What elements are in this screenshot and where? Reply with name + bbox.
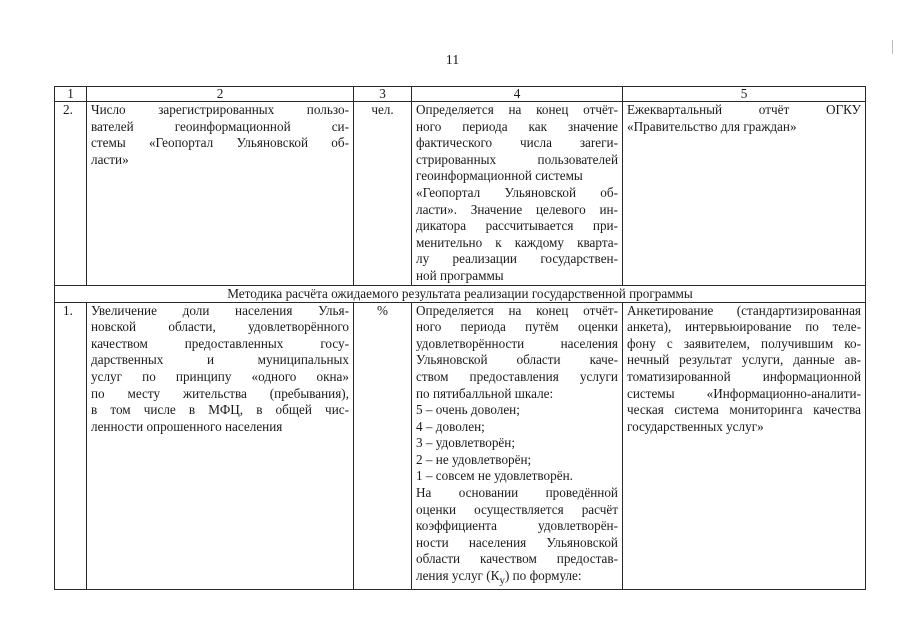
section-header-row [55, 285, 866, 302]
text-line: удовлетворённости населения [416, 335, 618, 351]
indicator-name-cell [87, 302, 354, 590]
text-line: услуг по принципу «одного окна» [91, 368, 349, 384]
text-line: стрированных пользователей [416, 151, 618, 167]
column-number: 1 [55, 87, 87, 102]
text-line: нечный результат услуги, данные ав- [627, 352, 861, 368]
text-fragment: ления услуг (К [416, 568, 500, 584]
unit-cell: % [354, 302, 412, 590]
text-line: оценки осуществляется расчёт [416, 501, 618, 517]
text-line: качеством предоставленных госу- [91, 335, 349, 351]
text-line: ного периода путём оценки [416, 319, 618, 335]
table-row [55, 302, 866, 590]
text-line: Анкетирование (стандартизированная [627, 302, 861, 318]
row-number: 1. [55, 302, 87, 590]
text-line: Ежеквартальный отчёт ОГКУ [627, 102, 861, 117]
column-number-row [55, 87, 866, 102]
text-line: по месту жительства (пребывания), [91, 385, 349, 401]
section-title: Методика расчёта ожидаемого результата реализации государственной программы [55, 285, 866, 302]
table-row [55, 102, 866, 286]
scan-edge-mark [892, 40, 899, 54]
text-line: Увеличение доли населения Улья- [91, 302, 349, 318]
text-line: стемы «Геопортал Ульяновской об- [91, 135, 349, 151]
text-line: ности населения Ульяновской [416, 534, 618, 550]
text-line: в том числе в МФЦ, в общей чис- [91, 402, 349, 418]
text-line: новской области, удовлетворённого [91, 319, 349, 335]
text-line: ного периода как значение [416, 118, 618, 134]
text-line: по пятибалльной шкале: [416, 385, 554, 401]
text-line: фактического числа заrеги- [416, 135, 618, 151]
column-number: 5 [623, 87, 866, 102]
text-line: вателей геоинформационной си- [91, 118, 349, 134]
text-line: ческая система мониторинга качества [627, 402, 861, 418]
text-line: государственных услуг» [627, 418, 764, 434]
text-line: Определяется на конец отчёт- [416, 302, 618, 318]
text-line: области качеством предостав- [416, 551, 618, 567]
indicator-table [54, 86, 866, 590]
text-line: лу реализации государствен- [416, 251, 618, 267]
text-line: На основании проведённой [416, 485, 618, 501]
text-line: ласти». Значение целевого ин- [416, 201, 618, 217]
text-line: 1 – совсем не удовлетворён. [416, 468, 573, 484]
source-cell [623, 102, 866, 286]
method-cell [412, 302, 623, 590]
text-line: 2 – не удовлетворён; [416, 451, 532, 467]
text-line: ласти» [91, 151, 129, 167]
unit-cell: чел. [354, 102, 412, 286]
text-line: анкета), интервьюирование по теле- [627, 319, 861, 335]
text-line: дарственных и муниципальных [91, 352, 349, 368]
text-line: ленности опрошенного населения [91, 418, 283, 434]
text-line: «Геопортал Ульяновской об- [416, 184, 618, 200]
text-line: 5 – очень доволен; [416, 402, 520, 418]
text-line: томатизированной информационной [627, 368, 861, 384]
text-line: Ульяновской области каче- [416, 352, 618, 368]
text-line: ной программы [416, 267, 504, 283]
indicator-name-cell [87, 102, 354, 286]
text-line: Определяется на конец отчёт- [416, 102, 618, 117]
subscript: у [499, 574, 505, 587]
method-cell [412, 102, 623, 286]
column-number: 3 [354, 87, 412, 102]
text-line: Число зарегистрированных пользо- [91, 102, 349, 117]
source-cell [623, 302, 866, 590]
text-line: менительно к каждому кварта- [416, 234, 618, 250]
text-line: «Правительство для граждан» [627, 118, 797, 134]
text-line: коэффициента удовлетворён- [416, 518, 618, 534]
text-fragment: ) по формуле: [504, 568, 582, 584]
text-line: фону с заявителем, получившим ко- [627, 335, 861, 351]
row-number: 2. [55, 102, 87, 286]
text-line: 4 – доволен; [416, 418, 485, 434]
formula-line [416, 568, 618, 589]
page-number: 11 [445, 53, 460, 68]
text-line: 3 – удовлетворён; [416, 435, 515, 451]
text-line: геоинформационной системы [416, 168, 583, 184]
text-line: системы «Информационно-аналити- [627, 385, 861, 401]
column-number: 4 [412, 87, 623, 102]
text-line: ством предоставления услуги [416, 368, 618, 384]
column-number: 2 [87, 87, 354, 102]
text-line: дикатора рассчитывается при- [416, 218, 618, 234]
